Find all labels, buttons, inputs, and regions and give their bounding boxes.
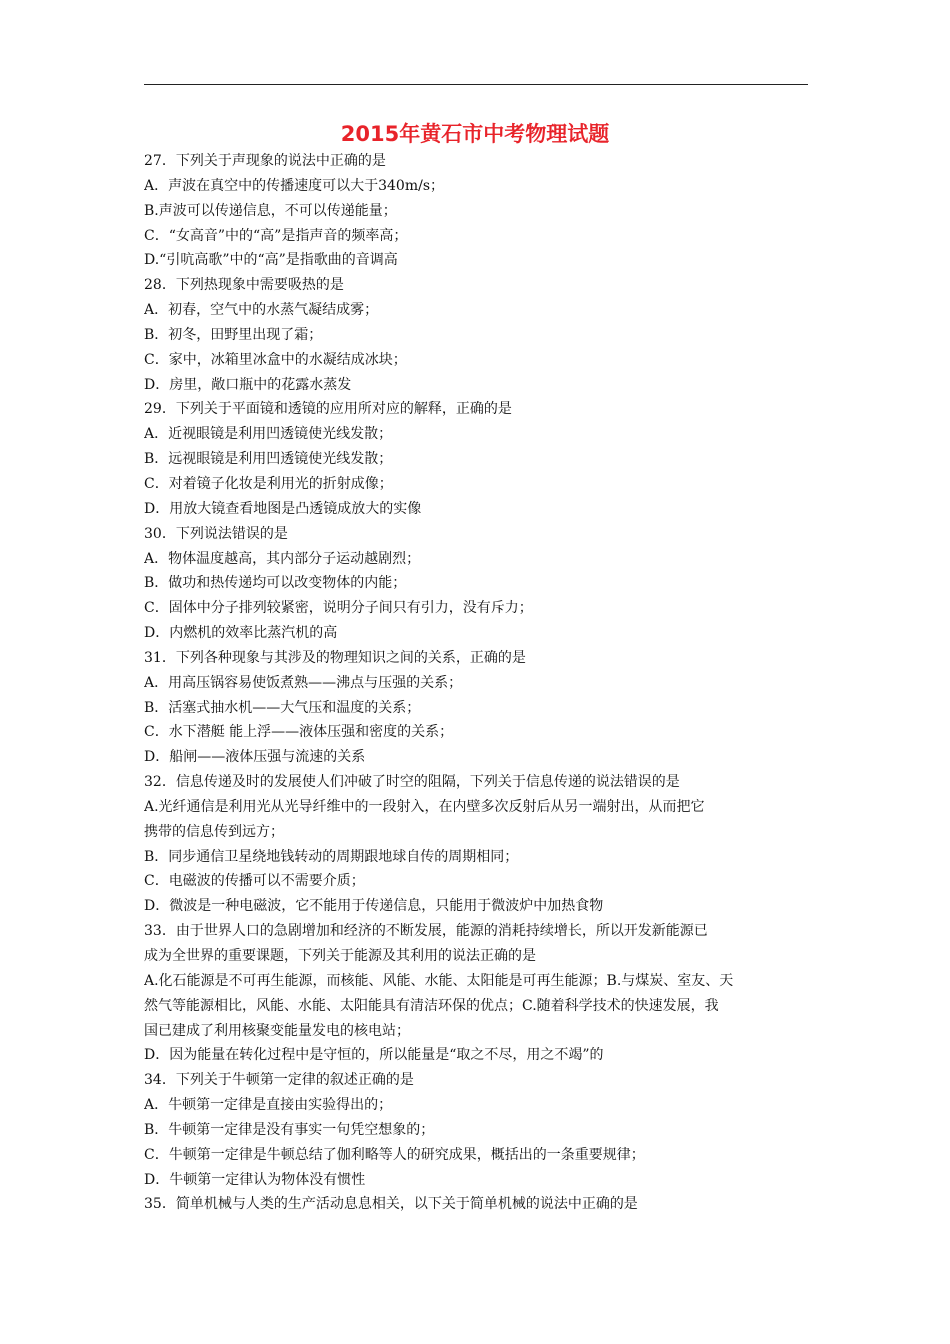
text-line: A.光纤通信是利用光从光导纤维中的一段射入，在内壁多次反射后从另一端射出，从而把它	[144, 798, 705, 815]
text-line: D．牛顿第一定律认为物体没有惯性	[144, 1171, 366, 1188]
text-line: C．对着镜子化妆是利用光的折射成像；	[144, 475, 393, 492]
text-line: 然气等能源相比，风能、水能、太阳能具有清洁环保的优点；C.随着科学技术的快速发展，我	[144, 997, 719, 1014]
text-line: A．牛顿第一定律是直接由实验得出的；	[144, 1097, 393, 1114]
text-line: A．用高压锅容易使饭煮熟——沸点与压强的关系；	[144, 674, 463, 691]
text-line: D．房里，敞口瓶中的花露水蒸发	[144, 376, 352, 393]
text-line: A．物体温度越高，其内部分子运动越剧烈；	[144, 550, 421, 567]
text-line: B.声波可以传递信息，不可以传递能量；	[144, 202, 397, 219]
page-title: 2015年黄石市中考物理试题	[340, 122, 610, 146]
text-line: B．初冬，田野里出现了霜；	[144, 326, 323, 343]
text-line: D．船闸——液体压强与流速的关系	[144, 749, 366, 766]
text-line: D.“引吭高歌”中的“高”是指歌曲的音调高	[144, 252, 398, 269]
text-line: B．做功和热传递均可以改变物体的内能；	[144, 575, 407, 592]
question-body	[144, 149, 808, 1217]
text-line: B．同步通信卫星绕地钱转动的周期跟地球自传的周期相同；	[144, 848, 519, 865]
text-line: 30．下列说法错误的是	[144, 525, 288, 542]
text-line: B．牛顿第一定律是没有事实一句凭空想象的；	[144, 1121, 435, 1138]
text-line: 27．下列关于声现象的说法中正确的是	[144, 153, 386, 169]
text-line: C．固体中分子排列较紧密，说明分子间只有引力，没有斥力；	[144, 600, 533, 617]
text-line: A．初春，空气中的水蒸气凝结成雾；	[144, 302, 379, 319]
text-line: 31．下列各种现象与其涉及的物理知识之间的关系，正确的是	[144, 649, 526, 666]
text-line: 29．下列关于平面镜和透镜的应用所对应的解释，正确的是	[144, 401, 512, 418]
header-rule	[144, 84, 808, 85]
text-line: B．远视眼镜是利用凹透镜使光线发散；	[144, 451, 393, 468]
text-line: D．因为能量在转化过程中是守恒的，所以能量是“取之不尽，用之不竭”的	[144, 1047, 604, 1064]
text-line: 28．下列热现象中需要吸热的是	[144, 277, 344, 294]
text-line: B．活塞式抽水机——大气压和温度的关系；	[144, 699, 421, 716]
text-line: C．牛顿第一定律是牛顿总结了伽利略等人的研究成果，概括出的一条重要规律；	[144, 1146, 645, 1163]
text-line: D．微波是一种电磁波，它不能用于传递信息，只能用于微波炉中加热食物	[144, 898, 604, 915]
text-line: C．水下潜艇 能上浮——液体压强和密度的关系；	[144, 724, 454, 741]
text-line: 33．由于世界人口的急剧增加和经济的不断发展，能源的消耗持续增长，所以开发新能源已	[144, 923, 708, 940]
text-line: 34．下列关于牛顿第一定律的叙述正确的是	[144, 1072, 414, 1089]
text-line: 携带的信息传到远方；	[144, 823, 284, 840]
text-line: A.化石能源是不可再生能源，而核能、风能、水能、太阳能是可再生能源；B.与煤炭、室友、天	[144, 972, 734, 989]
text-line: C．家中，冰箱里冰盒中的水凝结成冰块；	[144, 351, 407, 368]
text-line: 35．简单机械与人类的生产活动息息相关，以下关于简单机械的说法中正确的是	[144, 1196, 638, 1213]
text-line: A．声波在真空中的传播速度可以大于340m/s；	[144, 177, 445, 194]
text-line: D．用放大镜查看地图是凸透镜成放大的实像	[144, 500, 422, 517]
text-line: 成为全世界的重要课题，下列关于能源及其利用的说法正确的是	[144, 948, 536, 964]
text-line: C．“女高音”中的“高”是指声音的频率高；	[144, 227, 408, 244]
text-line: 32．信息传递及时的发展使人们冲破了时空的阻隔，下列关于信息传递的说法错误的是	[144, 774, 680, 791]
text-line: C．电磁波的传播可以不需要介质；	[144, 873, 365, 890]
text-line: 国已建成了利用核聚变能量发电的核电站；	[144, 1022, 410, 1039]
text-line: A．近视眼镜是利用凹透镜使光线发散；	[144, 426, 393, 443]
text-line: D．内燃机的效率比蒸汽机的高	[144, 625, 338, 642]
